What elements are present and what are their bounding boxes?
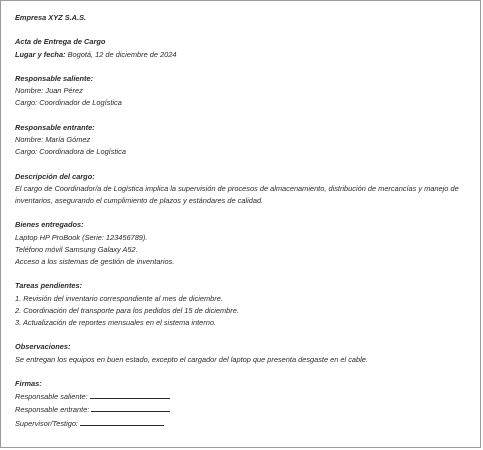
document-body (15, 12, 475, 430)
asset-item: Teléfono móvil Samsung Galaxy A52. (15, 244, 138, 254)
outgoing-heading: Responsable saliente: (15, 73, 94, 83)
incoming-name: Nombre: María Gómez (15, 134, 91, 144)
incoming-role: Cargo: Coordinadora de Logística (15, 147, 126, 157)
task-item: 3. Actualización de reportes mensuales en el sistema interno. (15, 317, 217, 327)
signature-witness-label: Supervisor/Testigo: (15, 418, 78, 428)
outgoing-role: Cargo: Coordinador de Logística (15, 98, 122, 108)
signature-incoming-label: Responsable entrante: (15, 405, 90, 415)
signature-outgoing (15, 390, 475, 403)
document-title: Acta de Entrega de Cargo (15, 37, 106, 47)
place-date (15, 49, 475, 61)
signature-outgoing-label: Responsable saliente: (15, 392, 88, 402)
place-date-label: Lugar y fecha: (15, 49, 66, 59)
place-date-value: Bogotá, 12 de diciembre de 2024 (67, 49, 177, 59)
outgoing-name: Nombre: Juan Pérez (15, 86, 83, 96)
signature-line (80, 417, 164, 426)
description-heading: Descripción del cargo: (15, 171, 95, 181)
incoming-heading: Responsable entrante: (15, 122, 95, 132)
observations-text: Se entregan los equipos en buen estado, excepto el cargador del laptop que presenta desgaste en el cable. (15, 354, 368, 364)
asset-item: Laptop HP ProBook (Serie: 123456789). (15, 232, 148, 242)
observations-heading: Observaciones: (15, 342, 71, 352)
signature-line (90, 390, 170, 399)
company-name: Empresa XYZ S.A.S. (15, 13, 87, 22)
signature-line (91, 403, 170, 412)
assets-heading: Bienes entregados: (15, 220, 84, 230)
signatures-heading: Firmas: (15, 378, 42, 388)
asset-item: Acceso a los sistemas de gestión de inventarios. (15, 256, 175, 266)
signature-incoming (15, 403, 475, 416)
signature-witness (15, 417, 475, 430)
tasks-heading: Tareas pendientes: (15, 281, 83, 291)
task-item: 1. Revisión del inventario correspondiente al mes de diciembre. (15, 293, 223, 303)
description-text: El cargo de Coordinador/a de Logística implica la supervisión de procesos de almacenamiento, distribución de mercancías y manejo de inventarios, asegurando el cumplimiento de plazos y estándares de calidad. (15, 183, 459, 205)
task-item: 2. Coordinación del transporte para los pedidos del 15 de diciembre. (15, 305, 239, 315)
